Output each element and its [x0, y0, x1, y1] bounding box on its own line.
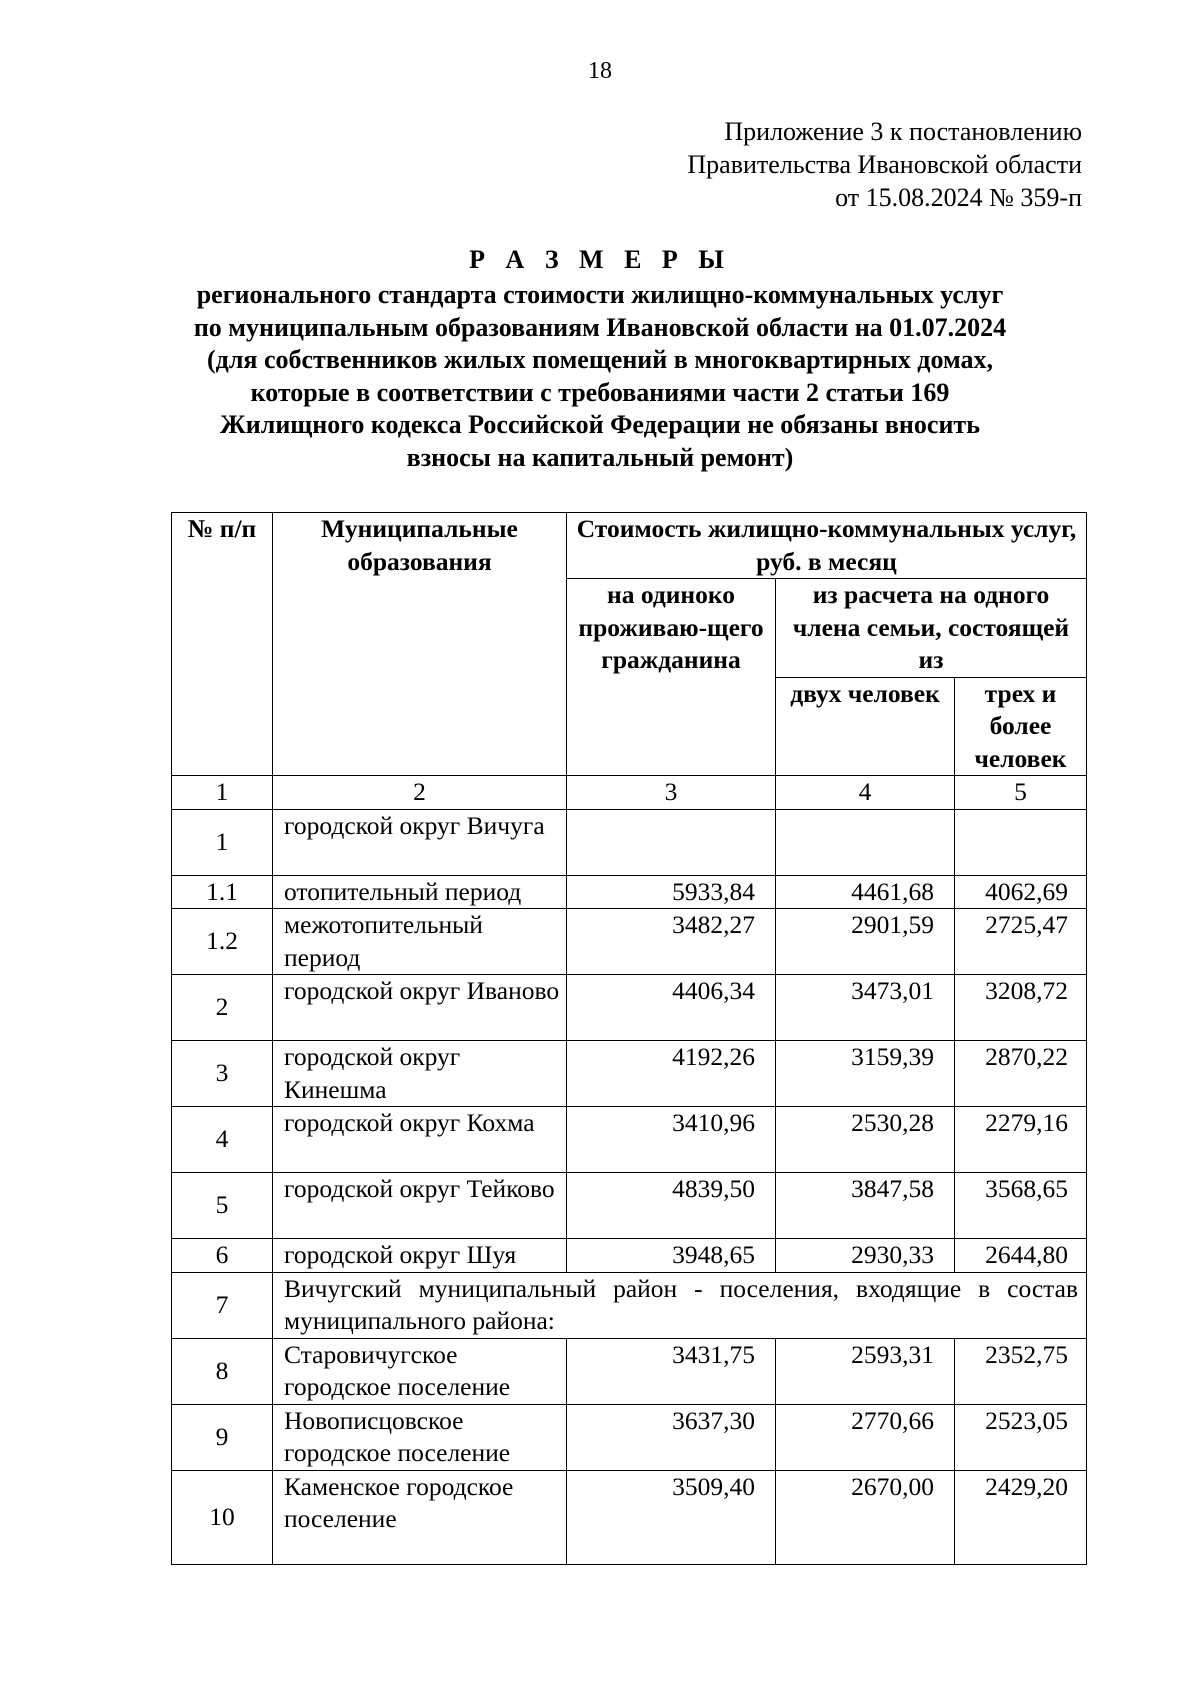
cost-single: 3637,30: [567, 1404, 776, 1470]
cost-single: 3948,65: [567, 1239, 776, 1273]
municipality-name: Старовичугское городское поселение: [273, 1338, 567, 1404]
appendix-line: Правительства Ивановской области: [687, 150, 1082, 179]
header-single-citizen: на одиноко проживаю-щего гражданина: [567, 579, 776, 776]
cost-three-plus: 3208,72: [955, 975, 1087, 1041]
row-number: 1.2: [172, 909, 273, 975]
column-number: 2: [273, 776, 567, 810]
municipality-name: городской округ Шуя: [273, 1239, 567, 1273]
appendix-line: Приложение 3 к постановлению: [724, 117, 1082, 146]
cost-three-plus: [955, 809, 1087, 875]
document-title: Р А З М Е Р Ы: [469, 245, 731, 274]
cost-two: 3847,58: [776, 1173, 955, 1239]
row-number: 8: [172, 1338, 273, 1404]
municipality-name: городской округ Кохма: [273, 1107, 567, 1173]
column-number: 5: [955, 776, 1087, 810]
column-number: 1: [172, 776, 273, 810]
municipality-name: Каменское городское поселение: [273, 1470, 567, 1564]
cost-single: 3410,96: [567, 1107, 776, 1173]
table-row: [172, 875, 1087, 909]
row-number: 2: [172, 975, 273, 1041]
cost-two: 3473,01: [776, 975, 955, 1041]
subtitle-line: взносы на капитальный ремонт): [406, 442, 794, 472]
header-number: № п/п: [172, 513, 273, 776]
municipality-name: отопительный период: [273, 875, 567, 909]
row-number: 5: [172, 1173, 273, 1239]
header-municipality: Муниципальные образования: [273, 513, 567, 776]
table-row: [172, 1338, 1087, 1404]
cost-two: 2530,28: [776, 1107, 955, 1173]
column-number: 4: [776, 776, 955, 810]
municipality-name: городской округ Кинешма: [273, 1041, 567, 1107]
cost-single: 3509,40: [567, 1470, 776, 1564]
cost-single: 4839,50: [567, 1173, 776, 1239]
header-per-member-group: из расчета на одного члена семьи, состоящей из: [776, 579, 1087, 678]
subtitle-line: (для собственников жилых помещений в многоквартирных домах,: [207, 345, 993, 375]
table-row: [172, 1173, 1087, 1239]
subtitle-line: по муниципальным образованиям Ивановской области на 01.07.2024: [193, 312, 1007, 342]
cost-three-plus: 2523,05: [955, 1404, 1087, 1470]
table-row: [172, 1107, 1087, 1173]
municipality-name: городской округ Тейково: [273, 1173, 567, 1239]
cost-two: 2593,31: [776, 1338, 955, 1404]
cost-two: 2770,66: [776, 1404, 955, 1470]
row-number: 7: [172, 1272, 273, 1338]
cost-single: 3482,27: [567, 909, 776, 975]
cost-two: 4461,68: [776, 875, 955, 909]
row-number: 3: [172, 1041, 273, 1107]
page-number: 18: [588, 58, 612, 84]
cost-single: 4406,34: [567, 975, 776, 1041]
table-row: [172, 809, 1087, 875]
header-two-persons: двух человек: [776, 677, 955, 776]
row-number: 1.1: [172, 875, 273, 909]
cost-three-plus: 2352,75: [955, 1338, 1087, 1404]
cost-single: 3431,75: [567, 1338, 776, 1404]
table-row: [172, 975, 1087, 1041]
table-row: [172, 1272, 1087, 1338]
municipality-name: городской округ Иваново: [273, 975, 567, 1041]
cost-two: 3159,39: [776, 1041, 955, 1107]
header-three-plus-persons: трех и более человек: [955, 677, 1087, 776]
table-row: [172, 1041, 1087, 1107]
row-number: 1: [172, 809, 273, 875]
municipality-name: Новописцовское городское поселение: [273, 1404, 567, 1470]
cost-two: 2670,00: [776, 1470, 955, 1564]
cost-three-plus: 3568,65: [955, 1173, 1087, 1239]
cost-single: [567, 809, 776, 875]
district-group-heading: Вичугский муниципальный район - поселения, входящие в состав муниципального района:: [273, 1272, 1087, 1338]
table-row: [172, 1239, 1087, 1273]
row-number: 10: [172, 1470, 273, 1564]
rates-table: [171, 512, 1087, 1565]
cost-two: [776, 809, 955, 875]
row-number: 6: [172, 1239, 273, 1273]
cost-three-plus: 2644,80: [955, 1239, 1087, 1273]
table-row: [172, 1470, 1087, 1564]
municipality-name: городской округ Вичуга: [273, 809, 567, 875]
cost-single: 4192,26: [567, 1041, 776, 1107]
cost-two: 2901,59: [776, 909, 955, 975]
document-subtitle: [0, 279, 1200, 475]
municipality-name: межотопительный период: [273, 909, 567, 975]
cost-three-plus: 2725,47: [955, 909, 1087, 975]
subtitle-line: которые в соответствии с требованиями части 2 статьи 169: [250, 377, 950, 407]
cost-three-plus: 4062,69: [955, 875, 1087, 909]
cost-three-plus: 2870,22: [955, 1041, 1087, 1107]
cost-three-plus: 2429,20: [955, 1470, 1087, 1564]
appendix-line: от 15.08.2024 № 359-п: [835, 183, 1082, 212]
cost-three-plus: 2279,16: [955, 1107, 1087, 1173]
table-row: [172, 909, 1087, 975]
cost-single: 5933,84: [567, 875, 776, 909]
subtitle-line: регионального стандарта стоимости жилищно-коммунальных услуг: [196, 280, 1004, 309]
header-cost-group: Стоимость жилищно-коммунальных услуг, руб. в месяц: [567, 513, 1087, 579]
row-number: 9: [172, 1404, 273, 1470]
column-number: 3: [567, 776, 776, 810]
subtitle-line: Жилищного кодекса Российской Федерации не обязаны вносить: [220, 410, 980, 440]
appendix-reference: [687, 115, 1082, 214]
cost-two: 2930,33: [776, 1239, 955, 1273]
row-number: 4: [172, 1107, 273, 1173]
table-row: [172, 1404, 1087, 1470]
